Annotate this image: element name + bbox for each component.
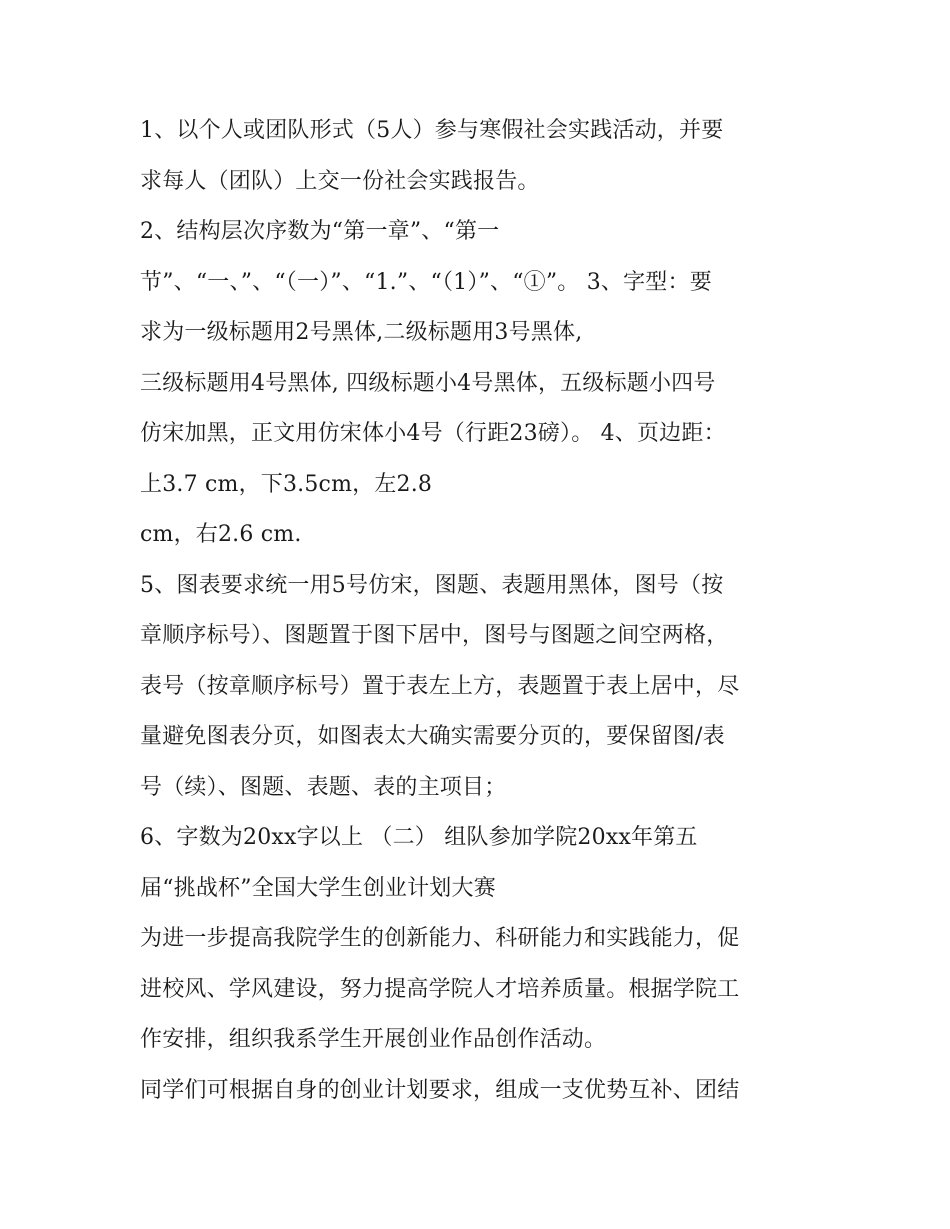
text-line-19: 作安排，组织我系学生开展创业作品创作活动。 xyxy=(140,1027,607,1052)
text-line-10: 5、图表要求统一用5号仿宋，图题、表题用黑体，图号（按 xyxy=(140,572,724,598)
text-line-8: 上3.7 cm，下3.5cm，左2.8 xyxy=(140,471,433,497)
document-body xyxy=(140,106,830,1116)
text-line-15: 6、字数为20xx字以上 （二） 组队参加学院20xx年第五 xyxy=(140,825,698,850)
text-line-6: 三级标题用4号黑体, 四级标题小4号黑体，五级标题小四号 xyxy=(140,370,716,396)
text-line-17: 为进一步提高我院学生的创新能力、科研能力和实践能力，促 xyxy=(140,926,740,951)
text-line-2: 求每人（团队）上交一份社会实践报告。 xyxy=(140,168,540,194)
text-line-12: 表号（按章顺序标号）置于表左上方，表题置于表上居中，尽 xyxy=(140,673,740,699)
text-line-3: 2、结构层次序数为“第一章”、“第一 xyxy=(140,219,500,244)
text-line-5: 求为一级标题用2号黑体,二级标题用3号黑体, xyxy=(140,320,583,345)
text-line-4: 节”、“一、”、“（一）”、“1.”、“（1）”、“①”。 3、字型：要 xyxy=(140,269,712,295)
text-line-11: 章顺序标号）、图题置于图下居中，图号与图题之间空两格， xyxy=(140,623,729,648)
text-line-1: 1、以个人或团队形式（5人）参与寒假社会实践活动，并要 xyxy=(140,118,724,143)
text-line-13: 量避免图表分页，如图表太大确实需要分页的，要保留图/表 xyxy=(140,724,725,749)
text-line-18: 进校风、学风建设，努力提高学院人才培养质量。根据学院工 xyxy=(140,976,740,1002)
text-line-16: 届“挑战杯”全国大学生创业计划大赛 xyxy=(140,875,496,901)
text-line-9: cm，右2.6 cm. xyxy=(140,522,302,547)
text-line-7: 仿宋加黑，正文用仿宋体小4号（行距23磅）。 4、页边距： xyxy=(140,421,726,446)
text-line-20: 同学们可根据自身的创业计划要求，组成一支优势互补、团结 xyxy=(140,1077,740,1103)
text-line-14: 号（续）、图题、表题、表的主项目； xyxy=(140,774,507,800)
